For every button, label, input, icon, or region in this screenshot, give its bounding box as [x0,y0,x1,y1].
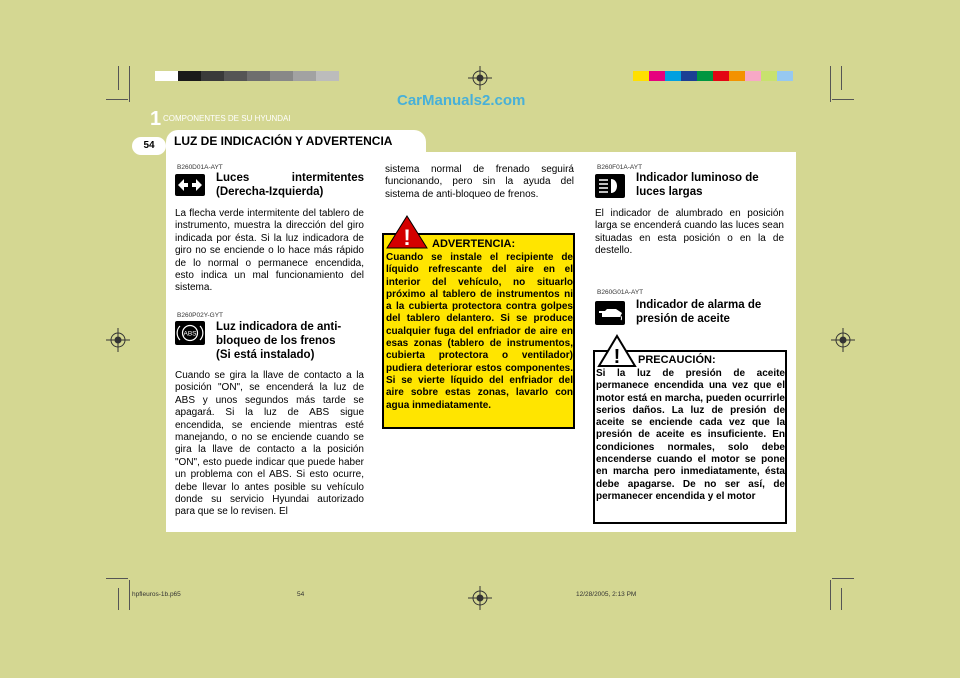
warning-body: Cuando se instale el recipiente de líquido refrescante del aire en el interior del vehículo, no situarlo próximo al tablero de instrumentos ni a la cubierta protectora contra golpes del tablero delantero. Si se produce cualquier fuga del enfriador de aire en esas zonas (tablero de instrumentos, cubierta protectora o ventilador) pudiera deteriorar estos componentes. Si se vierte líquido del enfriador del aire sobre estas zonas, lavarlo con agua inmediatamente. [386,252,573,411]
crop-mark [106,578,128,579]
section-body: La flecha verde intermitente del tablero de instrumento, muestra la dirección del giro indicada por ésta. Si la luz indicadora de giro no se enciende o lo hace más rápido de lo normal o permanece encendida, esto indica un mal funcionamiento del sistema. [175,208,364,294]
title-line: (Si está instalado) [216,349,315,361]
crop-mark [830,580,831,610]
section-title [216,171,364,199]
turn-signal-arrows-icon [175,174,205,196]
oil-pressure-icon [595,301,625,325]
color-swatch [713,71,729,81]
warning-symbol: ! [403,225,411,250]
color-swatch [270,71,293,81]
section-code: B260F01A-AYT [597,164,643,171]
warning-triangle-icon [385,214,429,250]
title-line: bloqueo de los frenos [216,335,336,347]
caution-title: PRECAUCIÓN: [638,354,716,366]
color-swatch [761,71,777,81]
crop-mark [118,588,119,610]
caution-symbol: ! [613,346,621,368]
title-line: Luces intermitentes [216,172,364,184]
section-body: El indicador de alumbrado en posición larga se encenderá cuando las luces sean situadas en esta posición o en la de destello. [595,208,784,257]
section-title [216,320,364,362]
section-code: B260D01A-AYT [177,164,223,171]
warning-title: ADVERTENCIA: [432,238,516,250]
crop-mark [832,99,854,100]
color-calibration-bar-left [155,71,339,81]
crop-mark [832,578,854,579]
section-code: B260P02Y-GYT [177,312,224,319]
crop-mark [841,66,842,90]
caution-body: Si la luz de presión de aceite permanece encendida una vez que el motor está en marcha, pueden ocurrirle serios daños. La luz de presión de aceite se enciende cada vez que la presión de aceite es insuficiente. En condiciones normales, solo debe encenderse cuando el motor se pone en marcha pero inmediatamente, ésta debe apagarse. De no ser así, de permanecer encendida y el motor [596,368,785,502]
title-line: (Derecha-Izquierda) [216,186,324,198]
color-swatch [697,71,713,81]
registration-target-icon [831,328,855,352]
abs-icon-text: ABS [183,330,197,338]
crop-mark [841,588,842,610]
section-title [636,298,786,326]
color-swatch [316,71,339,81]
high-beam-icon [595,174,625,198]
crop-mark [129,580,130,610]
title-line: Indicador luminoso de [636,172,759,184]
color-swatch [681,71,697,81]
color-swatch [293,71,316,81]
color-swatch [633,71,649,81]
color-swatch [729,71,745,81]
registration-target-icon [468,586,492,610]
section-name: COMPONENTES DE SU HYUNDAI [163,114,291,123]
color-swatch [649,71,665,81]
color-swatch [777,71,793,81]
continued-text: sistema normal de frenado seguirá funcionando, pero sin la ayuda del sistema de anti-bloqueo de frenos. [385,164,574,200]
color-calibration-bar-right [633,71,793,81]
section-title [636,171,786,199]
color-swatch [224,71,247,81]
title-line: Luz indicadora de anti- [216,321,342,333]
registration-target-icon [468,66,492,90]
crop-mark [106,99,128,100]
crop-mark [830,66,831,102]
crop-mark [129,66,130,102]
caution-triangle-icon [597,334,637,368]
color-swatch [247,71,270,81]
title-line: Indicador de alarma de [636,299,762,311]
color-swatch [665,71,681,81]
color-swatch [178,71,201,81]
page-title: LUZ DE INDICACIÓN Y ADVERTENCIA [166,130,426,154]
registration-target-icon [106,328,130,352]
section-code: B260G01A-AYT [597,289,644,296]
crop-mark [118,66,119,90]
page-number: 54 [132,137,166,155]
color-swatch [201,71,224,81]
footer-date: 12/28/2005, 2:13 PM [576,591,637,598]
abs-icon [175,321,205,345]
footer-file: hpfleuros-1b.p65 [132,591,181,598]
color-swatch [155,71,178,81]
section-body: Cuando se gira la llave de contacto a la posición "ON", se encenderá la luz de ABS y unos segundos más tarde se apagará. Si la luz de ABS sigue encendida, se enciende mientras esté manejando, o no se enciende cuando se gira la llave de contacto a la posición "ON", esto puede indicar que puede haber un problema con el ABS. Si esto ocurre, debe llevar lo antes posible su vehículo donde su servicio Hyundai autorizado para que se lo revisen. El [175,370,364,518]
chapter-number: 1 [150,108,162,130]
title-line: luces largas [636,186,703,198]
title-line: presión de aceite [636,313,730,325]
footer-page: 54 [297,591,305,598]
watermark: CarManuals2.com [397,92,526,109]
color-swatch [745,71,761,81]
